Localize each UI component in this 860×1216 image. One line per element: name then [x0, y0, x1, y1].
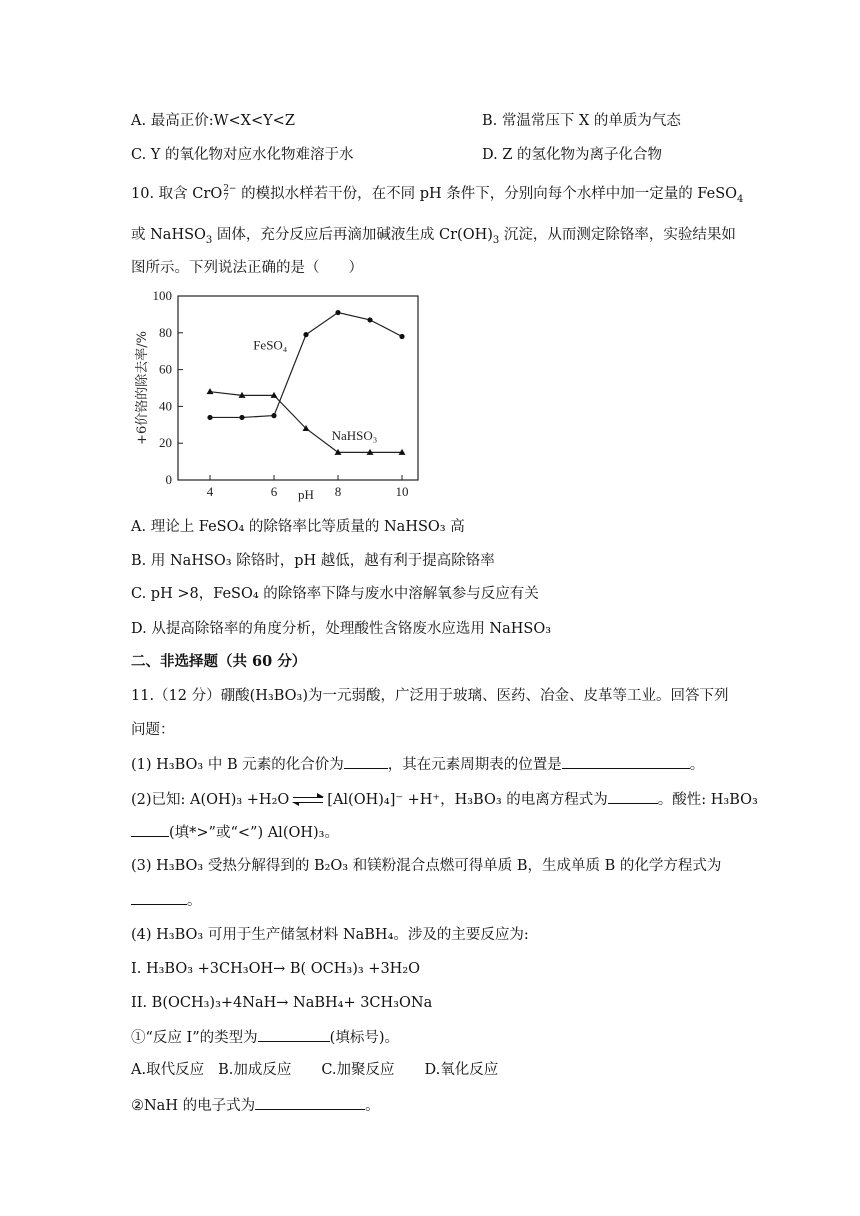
- y-tick-label: 80: [159, 324, 172, 340]
- data-point-circle: [239, 415, 244, 420]
- answer-blank[interactable]: [131, 822, 169, 837]
- answer-blank[interactable]: [131, 890, 187, 905]
- equilibrium-arrow-icon: [293, 794, 323, 806]
- series-label-nahso3: NaHSO₃: [331, 427, 378, 443]
- q10-option-c: C. pH >8，FeSO₄ 的除铬率下降与废水中溶解氧参与反应有关: [131, 586, 539, 602]
- q11-part3-cont: 。: [131, 890, 202, 911]
- x-tick-label: 4: [206, 484, 214, 499]
- y-tick-label: 20: [159, 435, 172, 451]
- answer-blank[interactable]: [562, 754, 690, 769]
- q11-part1: (1) H₃BO₃ 中 B 元素的化合价为 ，其在元素周期表的位置是 。: [131, 754, 704, 775]
- data-point-circle: [271, 413, 276, 418]
- y-tick-label: 60: [159, 361, 172, 377]
- reaction-2: II. B(OCH₃)₃+4NaH→ NaBH₄+ 3CH₃ONa: [131, 995, 433, 1011]
- q11-part4-1: ①“反应 I”的类型为 (填标号)。: [131, 1027, 399, 1048]
- q11-part2-cont: (填*>”或“<”) Al(OH)₃。: [131, 822, 339, 843]
- choice-c: C.加聚反应: [321, 1062, 395, 1078]
- q10-stem-line3: 图所示。下列说法正确的是（ ）: [131, 260, 363, 276]
- x-axis-label: pH: [298, 487, 314, 502]
- y-tick-label: 40: [159, 398, 172, 414]
- chromium-removal-chart: [128, 286, 428, 506]
- q9-option-b: B. 常温常压下 X 的单质为气态: [482, 113, 681, 129]
- q11-part4-2: ②NaH 的电子式为 。: [131, 1095, 380, 1116]
- q10-option-d: D. 从提高除铬率的角度分析，处理酸性含铬废水应选用 NaHSO₃: [131, 621, 552, 637]
- reaction-1: I. H₃BO₃ +3CH₃OH→ B( OCH₃)₃ +3H₂O: [131, 961, 421, 977]
- answer-blank[interactable]: [258, 1027, 330, 1042]
- q10-option-a: A. 理论上 FeSO₄ 的除铬率比等质量的 NaHSO₃ 高: [131, 519, 465, 535]
- q10-option-b: B. 用 NaHSO₃ 除铬时，pH 越低，越有利于提高除铬率: [131, 553, 495, 569]
- data-point-circle: [207, 415, 212, 420]
- data-point-triangle: [207, 388, 214, 394]
- q11-intro-line2: 问题：: [131, 722, 175, 738]
- q11-part3: (3) H₃BO₃ 受热分解得到的 B₂O₃ 和镁粉混合点燃可得单质 B，生成单质 B 的化学方程式为: [131, 858, 722, 874]
- q9-option-c: C. Y 的氧化物对应水化物难溶于水: [131, 147, 354, 163]
- data-point-circle: [367, 317, 372, 322]
- answer-blank[interactable]: [608, 789, 658, 804]
- answer-blank[interactable]: [255, 1095, 365, 1110]
- choice-d: D.氧化反应: [424, 1062, 499, 1078]
- q11-part2: (2)已知: A(OH)₃ +H₂O [Al(OH)₄]⁻ +H⁺，H₃BO₃ 的电离方程式为 。酸性: H₃BO₃: [131, 789, 758, 810]
- section-title: 二、非选择题（共 60 分）: [131, 653, 307, 670]
- ion-charge-fraction: 2− 7: [223, 184, 237, 203]
- data-point-circle: [335, 310, 340, 315]
- choice-b: B.加成反应: [218, 1062, 292, 1078]
- q10-stem-line2: 或 NaHSO$_3$ 固体，充分反应后再滴加碱液生成 $Cr(OH)_3$ 沉淀，从而测定除铬率，实验结果如: [131, 227, 736, 246]
- y-tick-label: 100: [152, 288, 172, 303]
- answer-blank[interactable]: [344, 754, 388, 769]
- q11-part4: (4) H₃BO₃ 可用于生产储氢材料 NaBH₄。涉及的主要反应为:: [131, 927, 529, 943]
- choice-row: [131, 1060, 498, 1080]
- q10-stem-line1: 10. 取含 CrO2− 7 的模拟水样若干份，在不同 pH 条件下，分别向每个水样中加一定量的 FeSO$_4$: [131, 184, 744, 205]
- x-tick-label: 10: [395, 484, 409, 499]
- q9-option-d: D. Z 的氢化物为离子化合物: [482, 147, 663, 163]
- y-axis-label: +6价铬的除去率/%: [135, 331, 150, 445]
- x-tick-label: 8: [334, 484, 342, 499]
- choice-a: A.取代反应: [131, 1062, 205, 1078]
- q11-intro-line1: 11.（12 分）硼酸(H₃BO₃)为一元弱酸，广泛用于玻璃、医药、冶金、皮革等工业。回答下列: [131, 688, 729, 704]
- q9-option-a: A. 最高正价:W<X<Y<Z: [131, 113, 295, 129]
- series-line-1: [210, 313, 402, 418]
- data-point-circle: [303, 332, 308, 337]
- series-line-2: [210, 392, 402, 453]
- x-tick-label: 6: [270, 484, 278, 499]
- data-point-circle: [399, 334, 404, 339]
- series-label-feso4: FeSO₄: [253, 337, 288, 353]
- y-tick-label: 0: [165, 472, 172, 487]
